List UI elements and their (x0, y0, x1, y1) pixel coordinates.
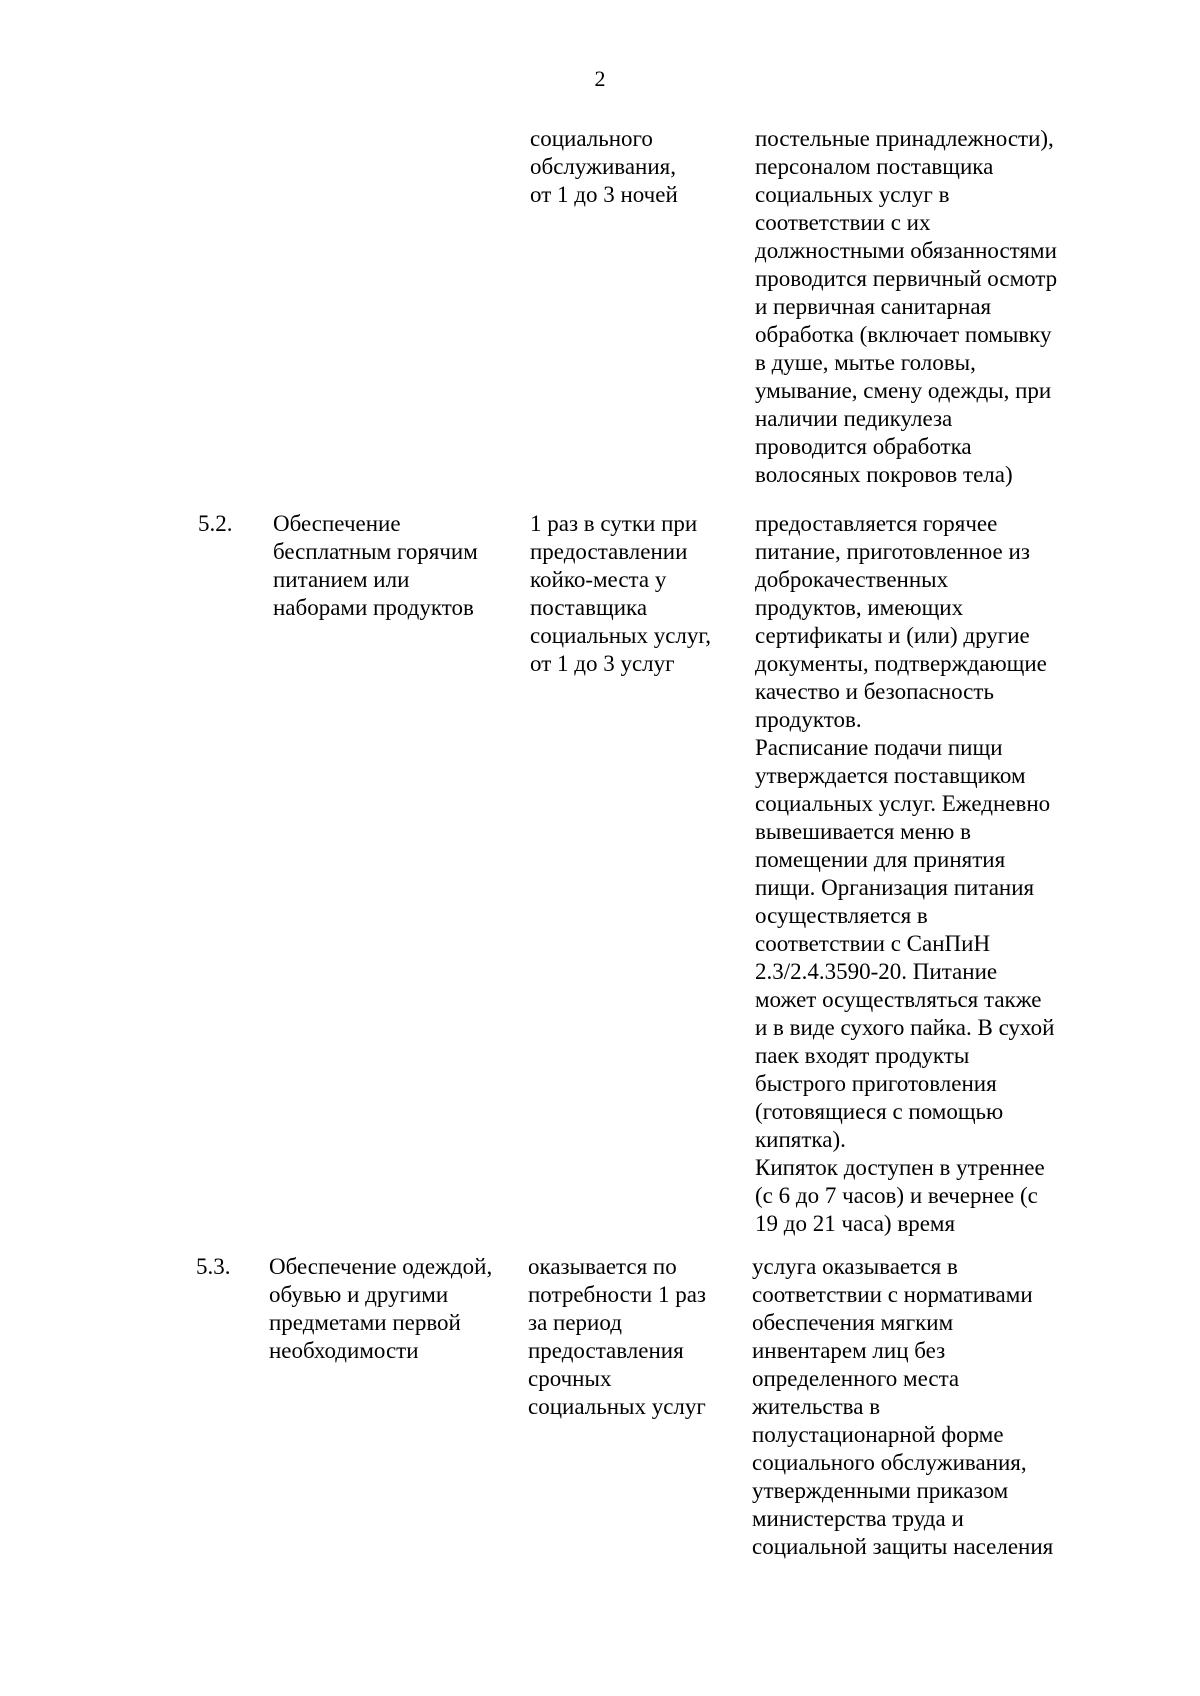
service-frequency: 1 раз в сутки при предоставлении койко-места у поставщика социальных услуг, от 1 до 3 услуг (530, 511, 711, 676)
page-number: 2 (594, 66, 606, 91)
service-frequency: социального обслуживания, от 1 до 3 ночей (530, 126, 678, 207)
service-name: Обеспечение одеждой, обувью и другими предметами первой необходимости (269, 1254, 493, 1363)
row-number: 5.3. (196, 1254, 231, 1279)
service-name: Обеспечение бесплатным горячим питанием или наборами продуктов (273, 511, 478, 620)
service-description: постельные принадлежности), персоналом поставщика социальных услуг в соответствии с их должностными обязанностями проводится первичный осмотр и первичная санитарная обработка (включает помывку в душе, мытье головы, умывание, смену одежды, при наличии педикулеза проводится обработка волосяных покровов тела) (755, 126, 1058, 487)
service-description: услуга оказывается в соответствии с нормативами обеспечения мягким инвентарем лиц без определенного места жительства в полустационарной форме социального обслуживания, утвержденными приказом министерства труда и социальной защиты населения (752, 1254, 1054, 1559)
service-frequency: оказывается по потребности 1 раз за период предоставления срочных социальных услуг (528, 1254, 706, 1419)
row-number: 5.2. (198, 511, 233, 536)
service-description: предоставляется горячее питание, приготовленное из доброкачественных продуктов, имеющих сертификаты и (или) другие документы, подтверждающие качество и безопасность продуктов. Расписание подачи пищи утверждается поставщиком социальных услуг. Ежедневно вывешивается меню в помещении для принятия пищи. Организация питания осуществляется в соответствии с СанПиН 2.3/2.4.3590-20. Питание может осуществляться также и в виде сухого пайка. В сухой паек входят продукты быстрого приготовления (готовящиеся с помощью кипятка). Кипяток доступен в утреннее (с 6 до 7 часов) и вечернее (с 19 до 21 часа) время (755, 511, 1055, 1236)
